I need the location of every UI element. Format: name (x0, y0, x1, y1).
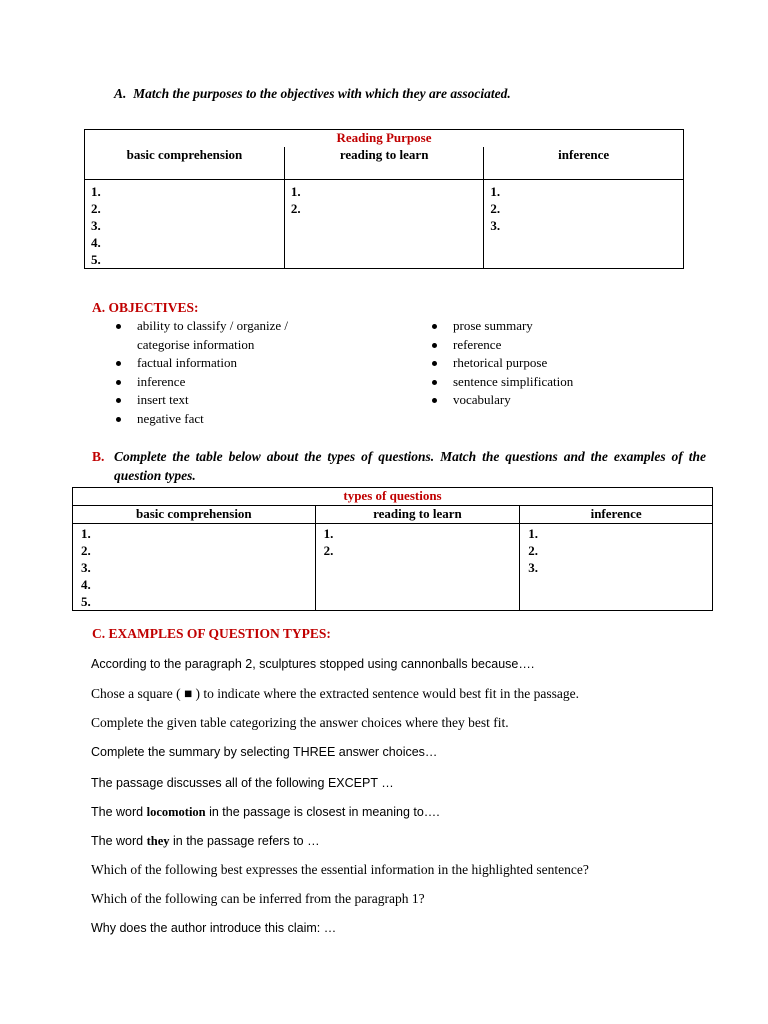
column-header: reading to learn (315, 506, 520, 524)
number-list (91, 183, 284, 268)
answer-cell[interactable] (520, 524, 713, 611)
question-types-table (72, 487, 713, 611)
list-item-text: inference (137, 373, 186, 389)
list-item-text: vocabulary (453, 392, 511, 407)
list-number: 2. (290, 201, 301, 216)
list-item-text: reference (453, 336, 502, 352)
table-title: types of questions (73, 488, 713, 506)
list-item (114, 354, 354, 373)
list-number: 2. (323, 543, 334, 558)
number-list (490, 183, 683, 234)
instruction-a-text: Match the purposes to the objectives with which they are associated. (133, 86, 511, 101)
instruction-a-letter: A. (114, 86, 127, 101)
list-number: 1. (528, 526, 538, 541)
instruction-a (114, 86, 511, 102)
list-item (114, 317, 354, 354)
example-question: Complete the given table categorizing the answer choices where they best fit. (91, 715, 509, 730)
number-list (291, 183, 484, 217)
answer-cell[interactable] (284, 180, 484, 269)
objectives-title: A. OBJECTIVES: (92, 300, 199, 315)
number-list (324, 525, 520, 559)
bold-term: they (146, 834, 170, 848)
column-header: reading to learn (284, 147, 484, 180)
list-item (114, 391, 354, 410)
examples-title: C. EXAMPLES OF QUESTION TYPES: (92, 626, 331, 641)
instruction-b-text: Complete the table below about the types of questions. Match the questions and the examples of the question types. (114, 449, 706, 483)
list-number: 4. (81, 577, 91, 592)
list-number: 1. (323, 526, 334, 541)
answer-cell[interactable] (315, 524, 520, 611)
list-number: 5. (91, 252, 101, 267)
list-item-text: ability to classify / organize / (137, 318, 289, 333)
table-title: Reading Purpose (85, 130, 684, 148)
number-list (528, 525, 712, 576)
example-question: Which of the following best expresses the essential information in the highlighted sentence? (91, 862, 589, 877)
instruction-b-letter: B. (92, 449, 105, 464)
example-question: The passage discusses all of the following EXCEPT … (91, 776, 394, 790)
example-question: Which of the following can be inferred from the paragraph 1? (91, 891, 425, 906)
list-number: 1. (490, 184, 501, 199)
list-item-text: prose summary (453, 318, 533, 333)
list-item (114, 410, 354, 429)
list-number: 3. (81, 560, 91, 575)
list-number: 3. (91, 218, 101, 233)
list-number: 5. (81, 594, 91, 609)
list-number: 2. (91, 201, 101, 216)
list-item (430, 317, 670, 336)
instruction-b (92, 447, 706, 485)
list-number: 2. (528, 543, 538, 558)
bold-term: locomotion (146, 805, 206, 819)
list-number: 2. (490, 201, 501, 216)
list-item (114, 373, 354, 392)
list-number: 2. (81, 543, 91, 558)
column-header: basic comprehension (85, 147, 285, 180)
example-question: The word they in the passage refers to … (91, 834, 320, 848)
example-question: Chose a square ( ■ ) to indicate where the extracted sentence would best fit in the passage. (91, 686, 579, 701)
list-item-text: factual information (137, 355, 237, 370)
reading-purpose-table (84, 129, 684, 269)
column-header: inference (484, 147, 684, 180)
list-item-text: negative fact (137, 410, 204, 426)
list-item (430, 336, 670, 355)
list-item (430, 354, 670, 373)
list-number: 3. (528, 560, 538, 575)
list-number: 1. (81, 526, 91, 541)
example-question: Complete the summary by selecting THREE answer choices… (91, 745, 438, 759)
number-list (81, 525, 315, 610)
list-item-text: rhetorical purpose (453, 355, 548, 370)
list-number: 4. (91, 235, 101, 250)
column-header: basic comprehension (73, 506, 316, 524)
list-number: 3. (490, 218, 501, 233)
objectives-right-list (430, 317, 670, 410)
list-number: 1. (290, 184, 301, 199)
list-item-text: insert text (137, 392, 189, 407)
list-item-text: categorise information (137, 336, 255, 352)
example-question: Why does the author introduce this claim: … (91, 921, 337, 935)
column-header: inference (520, 506, 713, 524)
list-item-text: sentence simplification (453, 373, 574, 389)
answer-cell[interactable] (73, 524, 316, 611)
list-number: 1. (91, 184, 101, 199)
list-item (430, 373, 670, 392)
objectives-left-list (114, 317, 354, 428)
list-item (430, 391, 670, 410)
answer-cell[interactable] (484, 180, 684, 269)
example-question: According to the paragraph 2, sculptures stopped using cannonballs because…. (91, 657, 535, 671)
example-question: The word locomotion in the passage is closest in meaning to…. (91, 805, 440, 819)
answer-cell[interactable] (85, 180, 285, 269)
